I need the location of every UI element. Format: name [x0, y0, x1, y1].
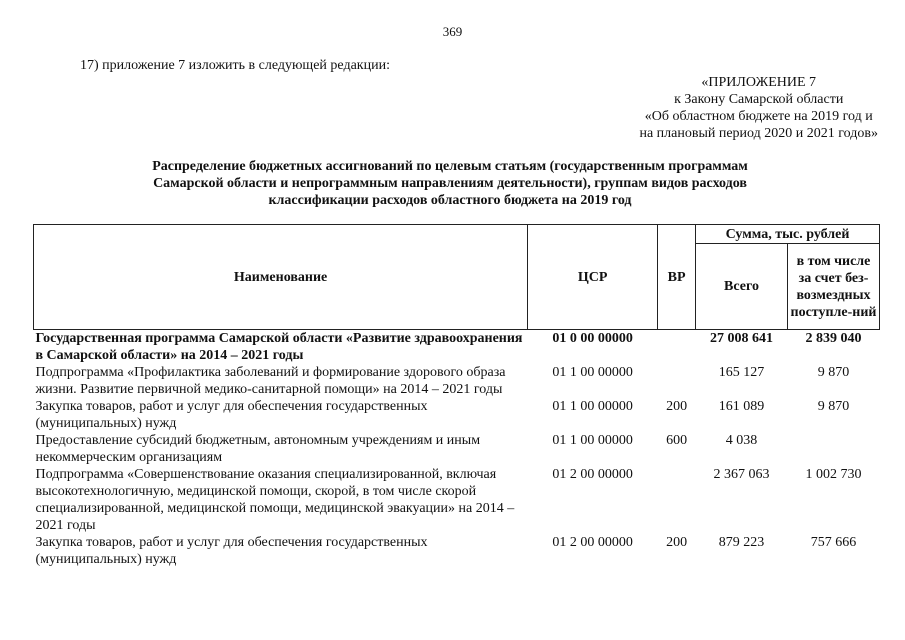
appendix-block [639, 74, 878, 142]
header-vr: ВР [658, 225, 696, 330]
header-csr: ЦСР [528, 225, 658, 330]
header-incl: в том числе за счет без-возмездных поступле-ний [788, 244, 880, 330]
row-name: Закупка товаров, работ и услуг для обеспечения государственных (муниципальных) нужд [35, 535, 428, 567]
title-line: Самарской области и непрограммным направлениям деятельности), группам видов расходов [153, 176, 747, 191]
table-body [34, 330, 880, 569]
budget-table [33, 224, 880, 568]
row-name: Закупка товаров, работ и услуг для обеспечения государственных (муниципальных) нужд [35, 399, 428, 431]
row-total: 165 127 [718, 365, 765, 380]
row-total: 27 008 641 [710, 331, 774, 346]
appendix-line: «Об областном бюджете на 2019 год и [644, 109, 873, 124]
title-line: Распределение бюджетных ассигнований по целевым статьям (государственным программам [152, 159, 748, 174]
row-total: 4 038 [725, 433, 758, 448]
row-name: Подпрограмма «Профилактика заболеваний и формирование здорового образа жизни. Развитие первичной медико-санитарной помощи» на 2014 – 2021 годы [35, 365, 506, 397]
table-row [34, 534, 880, 568]
row-vr [658, 330, 696, 365]
row-incl: 757 666 [810, 535, 857, 550]
row-incl: 2 839 040 [805, 331, 862, 346]
row-csr: 01 1 00 00000 [552, 399, 633, 414]
appendix-line: «ПРИЛОЖЕНИЕ 7 [701, 75, 817, 90]
table-row [34, 432, 880, 466]
row-incl: 9 870 [817, 365, 850, 380]
table-row [34, 364, 880, 398]
row-vr: 200 [666, 535, 688, 550]
table-row [34, 398, 880, 432]
header-total: Всего [696, 244, 788, 330]
intro-text: 17) приложение 7 изложить в следующей редакции: [80, 58, 390, 73]
row-csr: 01 1 00 00000 [552, 433, 633, 448]
row-total: 879 223 [718, 535, 765, 550]
row-incl [788, 432, 880, 466]
row-vr [658, 364, 696, 398]
header-sum: Сумма, тыс. рублей [696, 225, 880, 244]
appendix-line: к Закону Самарской области [674, 92, 844, 107]
row-name: Государственная программа Самарской области «Развитие здравоохранения в Самарской области» на 2014 – 2021 годы [35, 331, 523, 363]
header-name: Наименование [34, 225, 528, 330]
row-incl: 1 002 730 [805, 467, 862, 482]
row-total: 161 089 [718, 399, 765, 414]
table-header [34, 225, 880, 330]
row-name: Подпрограмма «Совершенствование оказания специализированной, включая высокотехнологичную, медицинской помощи, скорой, в том числе скорой специализированной, медицинской помощи, медицинской эвакуации» на 2014 – 2021 годы [35, 467, 515, 533]
row-vr: 600 [666, 433, 688, 448]
document-title [90, 158, 810, 209]
page-number: 369 [442, 24, 463, 39]
row-vr: 200 [666, 399, 688, 414]
row-csr: 01 2 00 00000 [552, 467, 633, 482]
row-csr: 01 0 00 00000 [552, 331, 633, 346]
row-name: Предоставление субсидий бюджетным, автономным учреждениям и иным некоммерческим организациям [35, 433, 481, 465]
row-csr: 01 2 00 00000 [552, 535, 633, 550]
row-total: 2 367 063 [713, 467, 770, 482]
row-csr: 01 1 00 00000 [552, 365, 633, 380]
title-line: классификации расходов областного бюджета на 2019 год [268, 193, 632, 208]
row-incl: 9 870 [817, 399, 850, 414]
table-row [34, 466, 880, 534]
row-vr [658, 466, 696, 534]
appendix-line: на плановый период 2020 и 2021 годов» [639, 126, 878, 141]
table-row [34, 330, 880, 365]
